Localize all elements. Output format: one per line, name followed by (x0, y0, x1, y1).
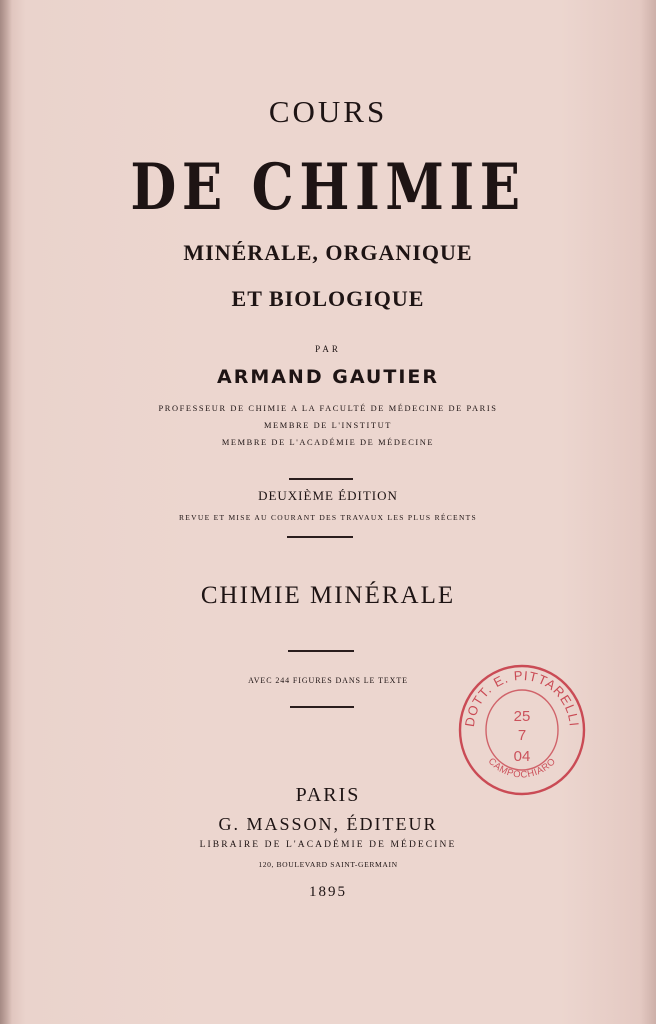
title-subtitle-2: ET BIOLOGIQUE (231, 286, 425, 311)
author-affiliation-2: MEMBRE DE L'INSTITUT (264, 421, 392, 430)
stamp-date-year: 04 (513, 748, 531, 765)
divider-rule (287, 536, 353, 538)
author-affiliation-1: PROFESSEUR DE CHIMIE A LA FACULTÉ DE MÉDECINE DE PARIS (158, 404, 498, 413)
edition-label: DEUXIÈME ÉDITION (258, 488, 398, 503)
publisher-name: G. MASSON, ÉDITEUR (218, 814, 438, 834)
publication-year: 1895 (309, 884, 347, 900)
title-line-cours: COURS (268, 94, 388, 129)
stamp-top-text: DOTT. E. PITTARELLI (461, 667, 582, 728)
publisher-address: 120, BOULEVARD SAINT-GERMAIN (258, 860, 398, 869)
library-stamp (457, 663, 587, 797)
publisher-description: LIBRAIRE DE L'ACADÉMIE DE MÉDECINE (199, 840, 457, 850)
author-name: ARMAND GAUTIER (216, 366, 440, 388)
divider-rule (290, 706, 354, 708)
author-affiliation-3: MEMBRE DE L'ACADÉMIE DE MÉDECINE (221, 438, 435, 447)
stamp-date-day: 25 (513, 708, 531, 725)
publisher-city: PARIS (295, 784, 361, 806)
stamp-date-month: 7 (517, 727, 527, 744)
edition-note: REVUE ET MISE AU COURANT DES TRAVAUX LES PLUS RÉCENTS (178, 513, 478, 522)
divider-rule (289, 478, 353, 480)
volume-title: CHIMIE MINÉRALE (200, 582, 456, 609)
title-subtitle-1: MINÉRALE, ORGANIQUE (183, 240, 473, 265)
figures-note: AVEC 244 FIGURES DANS LE TEXTE (248, 676, 408, 685)
stamp-bottom-text: CAMPOCHIARO (485, 755, 559, 781)
title-main: DE CHIMIE (130, 150, 526, 225)
by-label: PAR (315, 344, 341, 354)
divider-rule (288, 650, 354, 652)
binding-shadow (0, 0, 12, 1024)
